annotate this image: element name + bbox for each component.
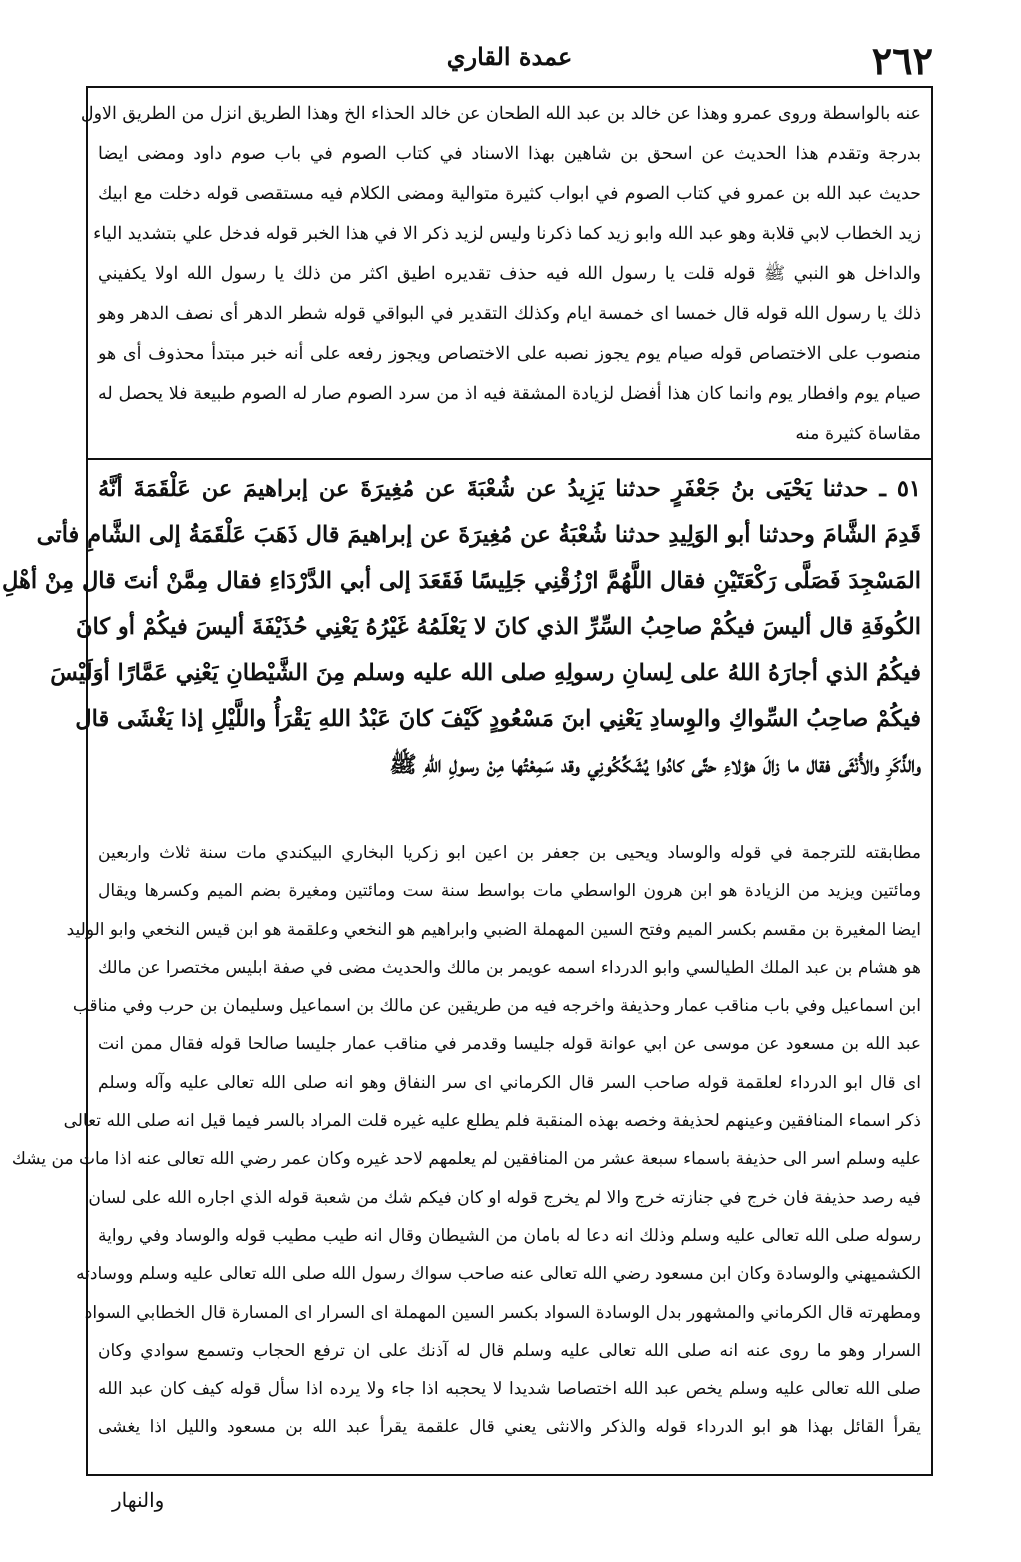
text-line: هو هشام بن عبد الملك الطيالسي وابو الدرداء اسمه عويمر بن مالك والحديث مضى في صفة ابليس مختصرا عن مالك: [98, 957, 921, 978]
text-line: ومائتين ويزيد من الزيادة هو ابن هرون الواسطي مات بواسط سنة ست ومائتين ومغيرة بضم الميم وكسرها ويقال: [98, 881, 921, 902]
page-number: ٢٦٢: [871, 38, 933, 83]
text-line: ذلك يا رسول الله قوله قال خمسا اى خمسة ايام وكذلك التقدير في البواقي قوله شطر الدهر أى نصف الدهر وهو: [98, 304, 921, 324]
hadith-line: فيكُمْ صاحِبُ السِّواكِ والوِسادِ يَعْنِي ابنَ مَسْعُودٍ كَيْفَ كانَ عَبْدُ اللهِ يَقْرَأُ واللَّيْلِ إذا يَغْشَى قال: [75, 706, 921, 732]
hadith-line: فيكُمُ الذي أجارَهُ اللهُ على لِسانِ رسولِهِ صلى الله عليه وسلم مِنَ الشَّيْطانِ يَعْنِي عَمَّارًا أوَلَيْسَ: [50, 660, 921, 686]
text-line: عنه بالواسطة وروى عمرو وهذا عن خالد بن عبد الله الطحان عن خالد الحذاء الخ وهذا الطريق انزل من الطريق الاول: [80, 104, 921, 124]
text-line: اى قال ابو الدرداء لعلقمة قوله صاحب السر قال الكرماني اى سر النفاق وهو انه صلى الله تعالى عليه وآله وسلم: [98, 1072, 921, 1093]
text-line: عليه وسلم اسر الى حذيفة باسماء سبعة عشر من المنافقين لم يعلمهم لاحد غيره وكان عمر رضي الله تعالى عنه اذا مات من يشك: [11, 1149, 921, 1170]
hadith-line: قَدِمَ الشَّامَ وحدثنا أبو الوَلِيدِ حدثنا شُعْبَةُ عن مُغِيرَةَ عن إبراهيمَ قال ذَهَبَ عَلْقَمَةُ إلى الشَّامِ فأتى: [36, 522, 921, 548]
text-line: ايضا المغيرة بن مقسم بكسر الميم وفتح السين المهملة الضبي وابراهيم هو النخعي وعلقمة هو ابن قيس النخعي وابو الوليد: [66, 919, 921, 940]
hadith-text: [1, 466, 921, 788]
text-line: الكشميهني والوسادة وكان ابن مسعود رضي الله تعالى عنه صاحب سواك رسول الله صلى الله تعالى عليه وسلم ووسادته: [76, 1264, 921, 1285]
text-line: منصوب على الاختصاص قوله صيام يوم يجوز نصبه على الاختصاص ويجوز رفعه على أنه خبر مبتدأ محذوف أى هو: [98, 344, 921, 364]
text-line: حديث عبد الله بن عمرو في كتاب الصوم في ابواب كثيرة متوالية ومضى الكلام فيه مستقصى قوله دخلت مع ابيك: [98, 184, 921, 204]
text-line: ذكر اسماء المنافقين وعينهم لحذيفة وخصه بهذه المنقبة فلم يطلع عليه غيره قلت المراد بالسر فيما قيل انه صلى الله تعالى: [63, 1111, 921, 1132]
text-line: رسوله صلى الله تعالى عليه وسلم وذلك انه دعا له بامان من الشيطان وقال انه طيب مطيب قوله والوساد وفي رواية: [98, 1225, 921, 1246]
commentary-section-2: [11, 834, 921, 1447]
running-title: عمدة القاري: [446, 42, 573, 71]
hadith-line: والذَّكَرِ والأُنْثَى فقال ما زالَ هؤلاءِ حتَّى كادُوا يُشَكِّكُونِي وقد سَمِعْتُها مِنْ رسولِ اللهِ ﷺ: [389, 752, 921, 778]
hadith-line: ٥١ ـ حدثنا يَحْيَى بنُ جَعْفَرٍ حدثنا يَزِيدُ عن شُعْبَةَ عن مُغِيرَةَ عن إبراهيمَ عن عَلْقَمَةَ أنَّهُ: [98, 476, 921, 502]
text-frame: [1, 86, 933, 1476]
text-line: زيد الخطاب لابي قلابة وهو عبد الله وابو زيد كما ذكرنا وليس لزيد ذكر الا في هذا الخبر قوله فدخل علي بتشديد الياء: [93, 224, 921, 244]
text-line: عبد الله بن مسعود عن موسى عن ابي عوانة قوله جليسا وقدمر في مناقب عمار جليسا صالحا قوله فقال ممن انت: [98, 1034, 921, 1055]
page-header: [86, 34, 933, 86]
text-line: مقاساة كثيرة منه: [795, 424, 921, 444]
text-line: ومطهرته قال الكرماني والمشهور بدل الوسادة السواد بكسر السين المهملة اى السرار اى المسارة قال الخطابي السواد: [84, 1302, 921, 1323]
text-line: بدرجة وتقدم هذا الحديث عن اسحق بن شاهين بهذا الاسناد في كتاب الصوم في باب صوم داود ومضى ايضا: [98, 144, 921, 164]
hadith-line: المَسْجِدَ فَصَلَّى رَكْعَتَيْنِ فقال اللَّهُمَّ ارْزُقْنِي جَلِيسًا فَقَعَدَ إلى أبي الدَّرْدَاءِ فقال مِمَّنْ أنتَ قال مِنْ أهْلِ: [1, 568, 921, 594]
text-line: مطابقته للترجمة في قوله والوساد ويحيى بن جعفر بن اعين ابو زكريا البخاري البيكندي مات سنة ثلاث واربعين: [98, 843, 921, 863]
text-line: فيه رصد حذيفة فان خرج في جنازته خرج والا لم يخرج قوله او كان فيكم شك من شعبة قوله الذي اجاره الله على لسان: [88, 1187, 921, 1208]
text-line: صيام يوم وافطار يوم وانما كان هذا أفضل لزيادة المشقة فيه اذ من سرد الصوم صار له الصوم طبيعة فلا يحصل له: [98, 384, 921, 404]
commentary-section-1: [80, 94, 921, 454]
catchword: والنهار: [112, 1488, 165, 1512]
hadith-line: الكُوفَةِ قال أليسَ فيكُمْ صاحِبُ السِّرِّ الذي كانَ لا يَعْلَمُهُ غَيْرُهُ يَعْنِي حُذَيْفَةَ أليسَ فيكُمْ أو كانَ: [75, 614, 921, 640]
text-line: يقرأ القائل بهذا هو ابو الدرداء قوله والذكر والانثى يعني قال علقمة يقرأ عبد الله بن مسعود والليل اذا يغشى: [98, 1417, 921, 1438]
section-divider: [88, 458, 931, 460]
text-line: صلى الله تعالى عليه وسلم يخص عبد الله اختصاصا شديدا لا يحجبه اذا جاء ولا يرده اذا سأل قوله كيف كان عبد الله: [98, 1379, 921, 1400]
text-line: السرار وهو ما روى عنه انه صلى الله تعالى عليه وسلم قال له آذنك على ان ترفع الحجاب وتسمع سوادي وكان: [98, 1340, 921, 1361]
text-line: ابن اسماعيل وفي باب مناقب عمار وحذيفة واخرجه فيه من طريقين عن مالك بن اسماعيل وسليمان بن حرب وفي مناقب: [72, 996, 921, 1017]
text-line: والداخل هو النبي ﷺ قوله قلت يا رسول الله فيه حذف تقديره اطيق اكثر من ذلك يا رسول الله اولا يكفيني: [98, 264, 921, 284]
